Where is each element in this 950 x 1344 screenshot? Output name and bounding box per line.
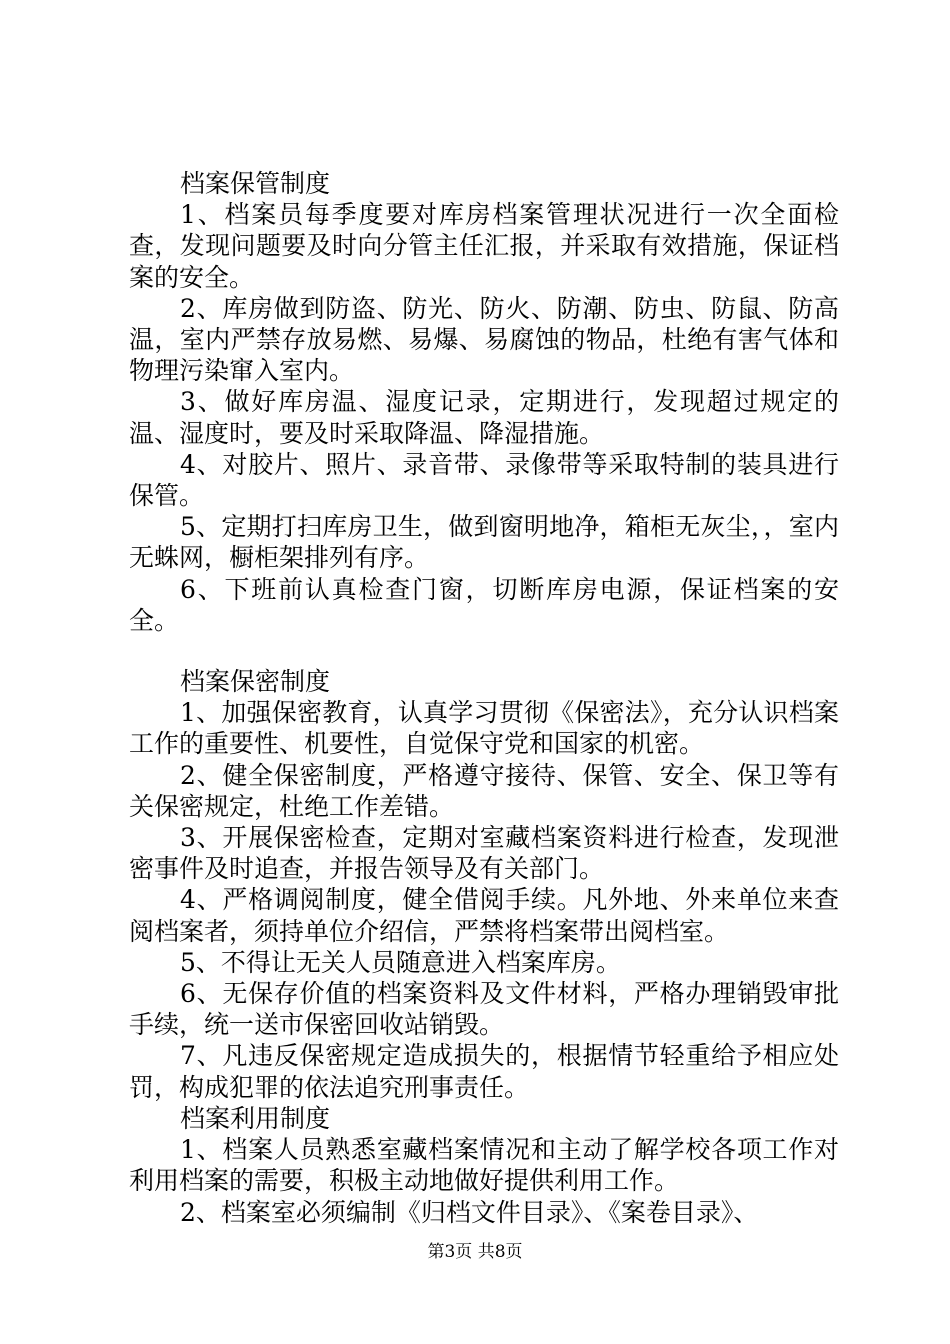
confidentiality-item-6: 6、无保存价值的档案资料及文件材料，严格办理销毁审批手续，统一送市保密回收站销毁。 bbox=[129, 979, 839, 1040]
custody-item-3: 3、做好库房温、湿度记录，定期进行，发现超过规定的温、湿度时，要及时采取降温、降湿措施。 bbox=[129, 387, 839, 448]
utilization-item-2: 2、档案室必须编制《归档文件目录》、《案卷目录》、 bbox=[180, 1197, 759, 1227]
confidentiality-item-2: 2、健全保密制度，严格遵守接待、保管、安全、保卫等有关保密规定，杜绝工作差错。 bbox=[129, 760, 839, 821]
section-spacer bbox=[129, 636, 839, 666]
confidentiality-item-7: 7、凡违反保密规定造成损失的，根据情节轻重给予相应处罚，构成犯罪的依法追究刑事责任。 bbox=[129, 1041, 839, 1102]
confidentiality-item-5: 5、不得让无关人员随意进入档案库房。 bbox=[180, 947, 621, 977]
custody-item-4: 4、对胶片、照片、录音带、录像带等采取特制的装具进行保管。 bbox=[129, 449, 839, 511]
custody-item-1: 1、档案员每季度要对库房档案管理状况进行一次全面检查，发现问题要及时向分管主任汇报，并采取有效措施，保证档案的安全。 bbox=[129, 200, 839, 292]
page-footer: 第3页 共8页 bbox=[427, 1242, 523, 1262]
section-title-custody: 档案保管制度 bbox=[180, 169, 331, 198]
custody-item-2: 2、库房做到防盗、防光、防火、防潮、防虫、防鼠、防高温，室内严禁存放易燃、易爆、易腐蚀的物品，杜绝有害气体和物理污染窜入室内。 bbox=[129, 293, 839, 386]
confidentiality-item-1: 1、加强保密教育，认真学习贯彻《保密法》，充分认识档案工作的重要性、机要性，自觉保守党和国家的机密。 bbox=[129, 698, 839, 759]
utilization-item-1: 1、档案人员熟悉室藏档案情况和主动了解学校各项工作对利用档案的需要，积极主动地做好提供利用工作。 bbox=[129, 1135, 839, 1196]
section-title-confidentiality: 档案保密制度 bbox=[180, 667, 331, 697]
confidentiality-item-3: 3、开展保密检查，定期对室藏档案资料进行检查，发现泄密事件及时追查，并报告领导及有关部门。 bbox=[129, 823, 839, 884]
custody-item-5: 5、定期打扫库房卫生，做到窗明地净，箱柜无灰尘，，室内无蛛网，橱柜架排列有序。 bbox=[129, 512, 839, 573]
confidentiality-item-4: 4、严格调阅制度，健全借阅手续。凡外地、外来单位来查阅档案者，须持单位介绍信，严禁将档案带出阅档室。 bbox=[129, 885, 839, 946]
document-body bbox=[129, 168, 839, 1228]
custody-item-6: 6、下班前认真检查门窗，切断库房电源，保证档案的安全。 bbox=[129, 574, 839, 635]
section-title-utilization: 档案利用制度 bbox=[180, 1103, 331, 1133]
